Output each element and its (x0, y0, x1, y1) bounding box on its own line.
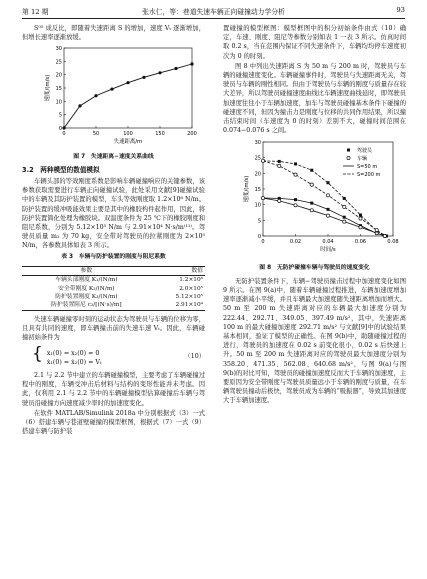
data-point-vehicle (278, 200, 281, 203)
data-point-driver (294, 199, 297, 202)
legend-marker-vehicle (347, 157, 350, 160)
table-cell: 防护装置刚度 K₃/(N/m) (55, 294, 118, 301)
right-column (223, 24, 406, 407)
plot-frame (263, 142, 393, 236)
figure-8-chart (223, 136, 406, 258)
data-point-driver (359, 214, 362, 217)
table-header-value: 数值 (191, 267, 203, 274)
x-tick-label: 0 (62, 131, 66, 138)
y-tick-label: 0 (257, 234, 261, 241)
running-title: 张水仁，等：巷道失速车辆正向碰撞动力学分析 (142, 8, 285, 16)
legend-marker-driver (347, 149, 350, 152)
header-rule (22, 18, 405, 19)
data-point (94, 95, 97, 98)
paragraph-model-note: 2.1 与 2.2 节中建立的车辆碰撞模型，主要考虑了车辆碰撞过程中的刚度，车辆受冲击后材料与结构的变形性能并未考虑。因此，仅利用 2.1 与 2.2 节中的车辆碰撞模型估算碰撞后车辆与驾驶员沿碰撞方向速度减少率时的加速度变化。 (22, 371, 205, 407)
legend-label: 车辆 (357, 156, 368, 163)
data-point (142, 76, 145, 79)
table-cell: 1.2×10⁶ (179, 277, 203, 284)
page-number: 93 (396, 6, 405, 14)
table-cell: 安全带刚度 K₂/(N/m) (58, 285, 115, 292)
data-point-driver (343, 197, 346, 200)
paragraph-initial-conditions: 失速车辆碰撞零时刻的运动状态为驾驶员与车辆的位移为零，且具有共同的速度，即车辆撞击前的失速车速 Vₜ。因此，车辆碰撞初始条件为 (22, 315, 205, 342)
data-point-driver (327, 182, 330, 185)
issue-number: 第 12 期 (22, 8, 49, 16)
table-cell: 5.12×10⁵ (175, 294, 203, 301)
data-point-driver (310, 169, 313, 172)
y-axis-label: 速度/(m/s) (244, 176, 250, 203)
data-point (190, 63, 193, 66)
x-axis-label: 时间/s (320, 247, 336, 254)
data-point-vehicle (343, 220, 346, 223)
y-tick-label: 20 (55, 73, 62, 80)
section-heading: 3.2 两种模型的数值模拟 (22, 165, 100, 174)
x-tick-label: 0.08 (387, 239, 399, 246)
data-point (158, 72, 161, 75)
equation-10 (32, 346, 205, 367)
running-header (22, 6, 405, 16)
data-point (126, 81, 129, 84)
data-point-vehicle (326, 214, 329, 217)
left-column (22, 24, 205, 437)
data-point-vehicle (278, 165, 281, 168)
x-tick-label: 50 (92, 131, 100, 138)
table-cell: 防护装置阻尼 c₃/[(N·s)/m] (51, 302, 122, 309)
series-line (64, 64, 192, 128)
data-point (62, 127, 65, 130)
legend-label: 驾驶员 (357, 148, 373, 155)
data-point (110, 88, 113, 91)
data-point (78, 105, 81, 108)
intro-paragraph: S⁰⁵ 成反比，即随着失速距离 S 的增加，速度 Vₜ 逐渐增加，但增长速率逐渐放缓。 (22, 25, 205, 42)
data-point-vehicle (343, 206, 346, 209)
x-tick-label: 0.02 (289, 239, 302, 246)
figure-7-caption: 图 7 失速距离−速度关系曲线 (73, 153, 154, 160)
table-3-title: 表 3 车辆与防护装置的刚度与阻尼系数 (61, 253, 166, 260)
data-point-driver (294, 163, 297, 166)
data-point-vehicle (359, 226, 362, 229)
x-tick-label: 0 (261, 239, 265, 246)
paragraph-model-setup: 置碰撞的模型框图：模型框图中的积分初始条件由式（10）确定，车速、刚度、阻尼等参数分别如表 1 一表 3 所示。仿真时间取 0.2 s，当在范围内保证不同失速条件下，车辆均均停车速度初次为 0 的时刻。 (223, 25, 406, 60)
data-point-vehicle (359, 217, 362, 220)
x-tick-label: 150 (155, 131, 165, 138)
table-header-param: 参数 (80, 267, 93, 274)
y-tick-label: 25 (254, 156, 261, 163)
data-point-driver (310, 202, 313, 205)
y-tick-label: 15 (254, 187, 261, 194)
data-point-driver (343, 216, 346, 219)
plot-frame (64, 48, 192, 128)
data-point-vehicle (310, 209, 313, 212)
table-row (22, 301, 205, 310)
data-point-vehicle (326, 194, 329, 197)
data-point-vehicle (383, 235, 386, 238)
data-point-vehicle (261, 160, 264, 163)
equation-line: ẋ₁(0) = ẋ₂(0) = Vₜ (46, 358, 102, 366)
y-tick-label: 20 (254, 171, 261, 178)
data-point-vehicle (294, 173, 297, 176)
equation-body (32, 346, 102, 367)
y-tick-label: 0 (58, 126, 62, 133)
y-tick-label: 15 (55, 86, 62, 93)
equation-brace: { (32, 344, 43, 365)
equation-number: （10） (184, 353, 205, 361)
y-tick-label: 25 (55, 59, 62, 66)
paragraph-simulink: 在软件 MATLAB/Simulink 2018a 中分别根据式（3）一式（6）搭建车辆与巷道壁碰撞的模型框图，根据式（7）一式（9）搭建车辆与防护装 (22, 409, 205, 436)
table-row (22, 285, 205, 293)
legend-label: S=50 m (357, 164, 378, 171)
figure-8-caption: 图 8 无防护碰撞车辆与驾驶员的速度变化 (259, 264, 370, 271)
table-cell: 2.0×10⁵ (179, 285, 203, 292)
table-3 (22, 266, 205, 311)
data-point-driver (327, 208, 330, 211)
data-point-vehicle (261, 197, 264, 200)
x-tick-label: 100 (123, 131, 133, 138)
x-tick-label: 0.06 (354, 239, 367, 246)
paragraph-acceleration: 无防护装置条件下，车辆−驾驶员撞击过程中加速度变化如图 9 所示。在图 9(a)中，随着车辆碰撞过程推进，车辆加速度增加速率逐渐减小平缓，并且车辆最大加速度随失速距离增加而增大。50 m 至 200 m 失速距离对应的车辆最大加速度分别为 222.44、292.71、349.05、397.49 m/s²，其中，失速距离 100 m 的最大碰撞加速度 292.71 m/s² 与文献[9]中的试验结果基本相同，验证了模型的正确性。在图 9(b)中，助随碰撞过程的进行，驾驶员的加速度在 0.02 s 前变化很小，0.02 s 后快速上升。50 m 至 200 m 失速距离对应的驾驶员最大加速度分别为 358.20、471.35、562.08、640.68 m/s²，与图 9(a)与图 9(b)的对比可知，驾驶员的碰撞加速度反而大于车辆的加速度，主要原因为安全带刚度与驾驶员质量远小于车辆的刚度与质量，在车辆驾驶员撞动后极快，驾驶员成为车辆的“吸振器”，导致其加速度大于车辆加速度。 (223, 277, 406, 405)
paragraph-fig8-discussion: 图 8 中列出失速距离 S 为 50 m 与 200 m 时，驾驶员与车辆的碰撞速度变化。车辆碰撞事件时，驾驶员与失速距离无关，驾驶员与车辆的刚性相同。但由于驾驶员与车辆的刚度与质量存在较大差异，所以驾驶员碰撞速度曲线比车辆速度曲线延时，即驾驶员加速度往往小于车辆加速度，加车与驾驶员碰撞基本条件下碰撞的碰速度不同，但因为撞击力是刚度与位移的共同作用结果，所以撞击结束时间（车速度为 0 的时刻）差别不大，碰撞时间范围在 0.074−0.076 s 之间。 (223, 62, 406, 135)
legend-label: S=200 m (357, 172, 381, 179)
x-tick-label: 0.04 (322, 239, 334, 246)
y-tick-label: 10 (254, 203, 261, 210)
y-tick-label: 30 (55, 46, 62, 53)
figure-7-chart (22, 43, 205, 147)
y-axis-label: 速度/(m/s) (45, 75, 51, 102)
table-row (22, 293, 205, 301)
data-point (174, 67, 177, 70)
x-axis-label: 失速距离/m (113, 139, 143, 146)
y-tick-label: 5 (257, 218, 261, 225)
data-point-vehicle (310, 183, 313, 186)
y-tick-label: 10 (55, 99, 62, 106)
data-point-vehicle (294, 204, 297, 207)
series-line (263, 199, 385, 237)
y-tick-label: 5 (58, 113, 62, 120)
table-row (22, 276, 205, 285)
y-tick-label: 30 (254, 140, 261, 147)
x-tick-label: 200 (187, 131, 197, 138)
table-cell: 2.91×10⁴ (175, 302, 203, 309)
data-point-vehicle (375, 229, 378, 232)
data-point-driver (278, 160, 281, 163)
equation-line: x₁(0) = x₂(0) = 0 (46, 349, 100, 357)
paragraph-parameters: 车辆头部的等效刚度系数是影响车辆碰撞响应的关键参数，该参数获取需要进行车辆正向碰撞试验，此处采用文献[9]碰撞试验中的车辆及其防护装置的模型，车头等效刚度取 1.2×10⁶ N/m。防护装置的缓冲吸能效果主要是其中的橡胶构件起作用，因此，将防护装置简化处理为橡胶块。双温度条件为 25 ℃下的橡胶刚度和阻尼系数，分别为 5.12×10⁵ N/m 与 2.91×10⁴ N·s/m⁽¹¹⁾。驾驶员质量 m₂ 为 70 kg，安全带对驾驶员的拉紧刚度为 2×10⁵ N/m，各参数具体如表 3 所示。 (22, 178, 205, 250)
table-cell: 车辆头部刚度 K₁/(N/m) (55, 277, 118, 284)
